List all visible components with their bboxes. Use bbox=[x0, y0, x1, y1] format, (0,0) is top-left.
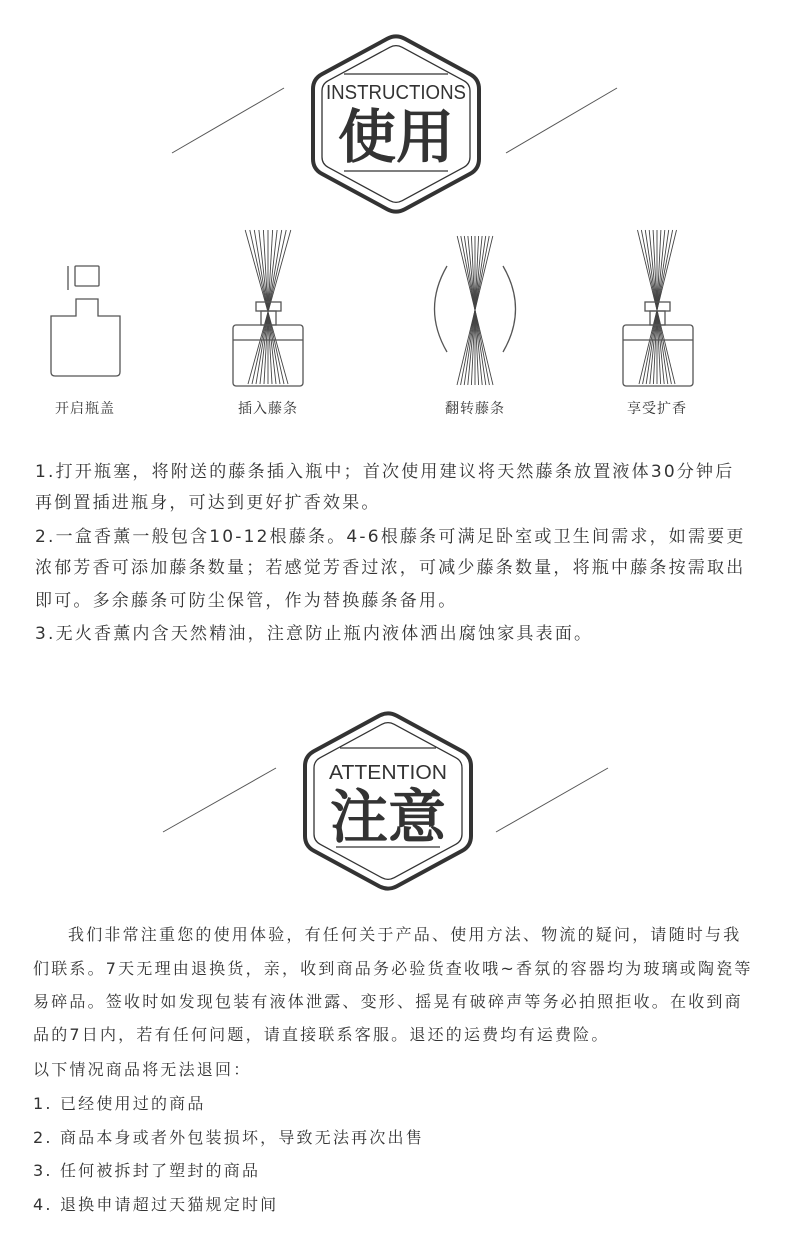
attention-badge bbox=[163, 713, 608, 888]
return-exclusion-item: 2. 商品本身或者外包装损坏，导致无法再次出售 bbox=[33, 1128, 424, 1147]
return-exclusion-item: 1. 已经使用过的商品 bbox=[33, 1094, 206, 1113]
reed-bundle bbox=[457, 236, 493, 385]
return-exclusion-item: 3. 任何被拆封了塑封的商品 bbox=[33, 1161, 261, 1180]
usage-line: 2.一盒香薰一般包含10-12根藤条。4-6根藤条可满足卧室或卫生间需求，如需要更 bbox=[35, 527, 746, 547]
instructions-badge bbox=[172, 36, 617, 211]
badge-chinese-title: 注意 bbox=[329, 783, 447, 851]
badge-english-title: INSTRUCTIONS bbox=[326, 82, 466, 104]
notice-line: 易碎品。签收时如发现包装有液体泄露、变形、摇晃有破碎声等务必拍照拒收。在收到商 bbox=[33, 992, 743, 1011]
step-label-open-cap: 开启瓶盖 bbox=[55, 401, 115, 417]
insert-reeds-icon bbox=[233, 230, 303, 386]
notice-line: 我们非常注重您的使用体验，有任何关于产品、使用方法、物流的疑问，请随时与我 bbox=[68, 925, 742, 944]
step-label-flip-reeds: 翻转藤条 bbox=[445, 401, 505, 417]
decor-line-right bbox=[496, 768, 608, 832]
usage-line: 1.打开瓶塞，将附送的藤条插入瓶中；首次使用建议将天然藤条放置液体30分钟后 bbox=[35, 462, 735, 482]
flip-reeds-icon bbox=[435, 236, 516, 385]
bottle-open-cap-icon bbox=[51, 266, 120, 376]
reed-bundle bbox=[638, 230, 677, 384]
reed-bundle bbox=[245, 230, 291, 384]
decor-line-left bbox=[172, 88, 284, 153]
usage-line: 浓郁芳香可添加藤条数量；若感觉芳香过浓，可减少藤条数量，将瓶中藤条按需取出 bbox=[35, 558, 746, 578]
decor-line-left bbox=[163, 768, 276, 832]
usage-line: 再倒置插进瓶身，可达到更好扩香效果。 bbox=[35, 493, 381, 513]
diffuse-fragrance-icon bbox=[623, 230, 693, 386]
bottle-body bbox=[51, 299, 120, 376]
step-label-diffuse: 享受扩香 bbox=[627, 401, 687, 417]
badge-chinese-title: 使用 bbox=[337, 103, 455, 171]
flip-arc-right bbox=[503, 266, 516, 352]
return-exclusions-heading: 以下情况商品将无法退回： bbox=[33, 1060, 252, 1079]
notice-line: 们联系。7天无理由退换货，亲，收到商品务必验货查收哦~香氛的容器均为玻璃或陶瓷等 bbox=[33, 959, 753, 978]
usage-line: 3.无火香薰内含天然精油，注意防止瓶内液体洒出腐蚀家具表面。 bbox=[35, 624, 594, 644]
bottle-cap bbox=[75, 266, 99, 286]
notice-line: 品的7日内，若有任何问题，请直接联系客服。退还的运费均有运费险。 bbox=[33, 1025, 610, 1044]
flip-arc-left bbox=[435, 266, 448, 352]
badge-english-title: ATTENTION bbox=[329, 762, 447, 784]
step-label-insert-reeds: 插入藤条 bbox=[238, 401, 298, 417]
decor-line-right bbox=[506, 88, 617, 153]
return-exclusion-item: 4. 退换申请超过天猫规定时间 bbox=[33, 1195, 279, 1214]
usage-line: 即可。多余藤条可防尘保管，作为替换藤条备用。 bbox=[35, 591, 458, 611]
